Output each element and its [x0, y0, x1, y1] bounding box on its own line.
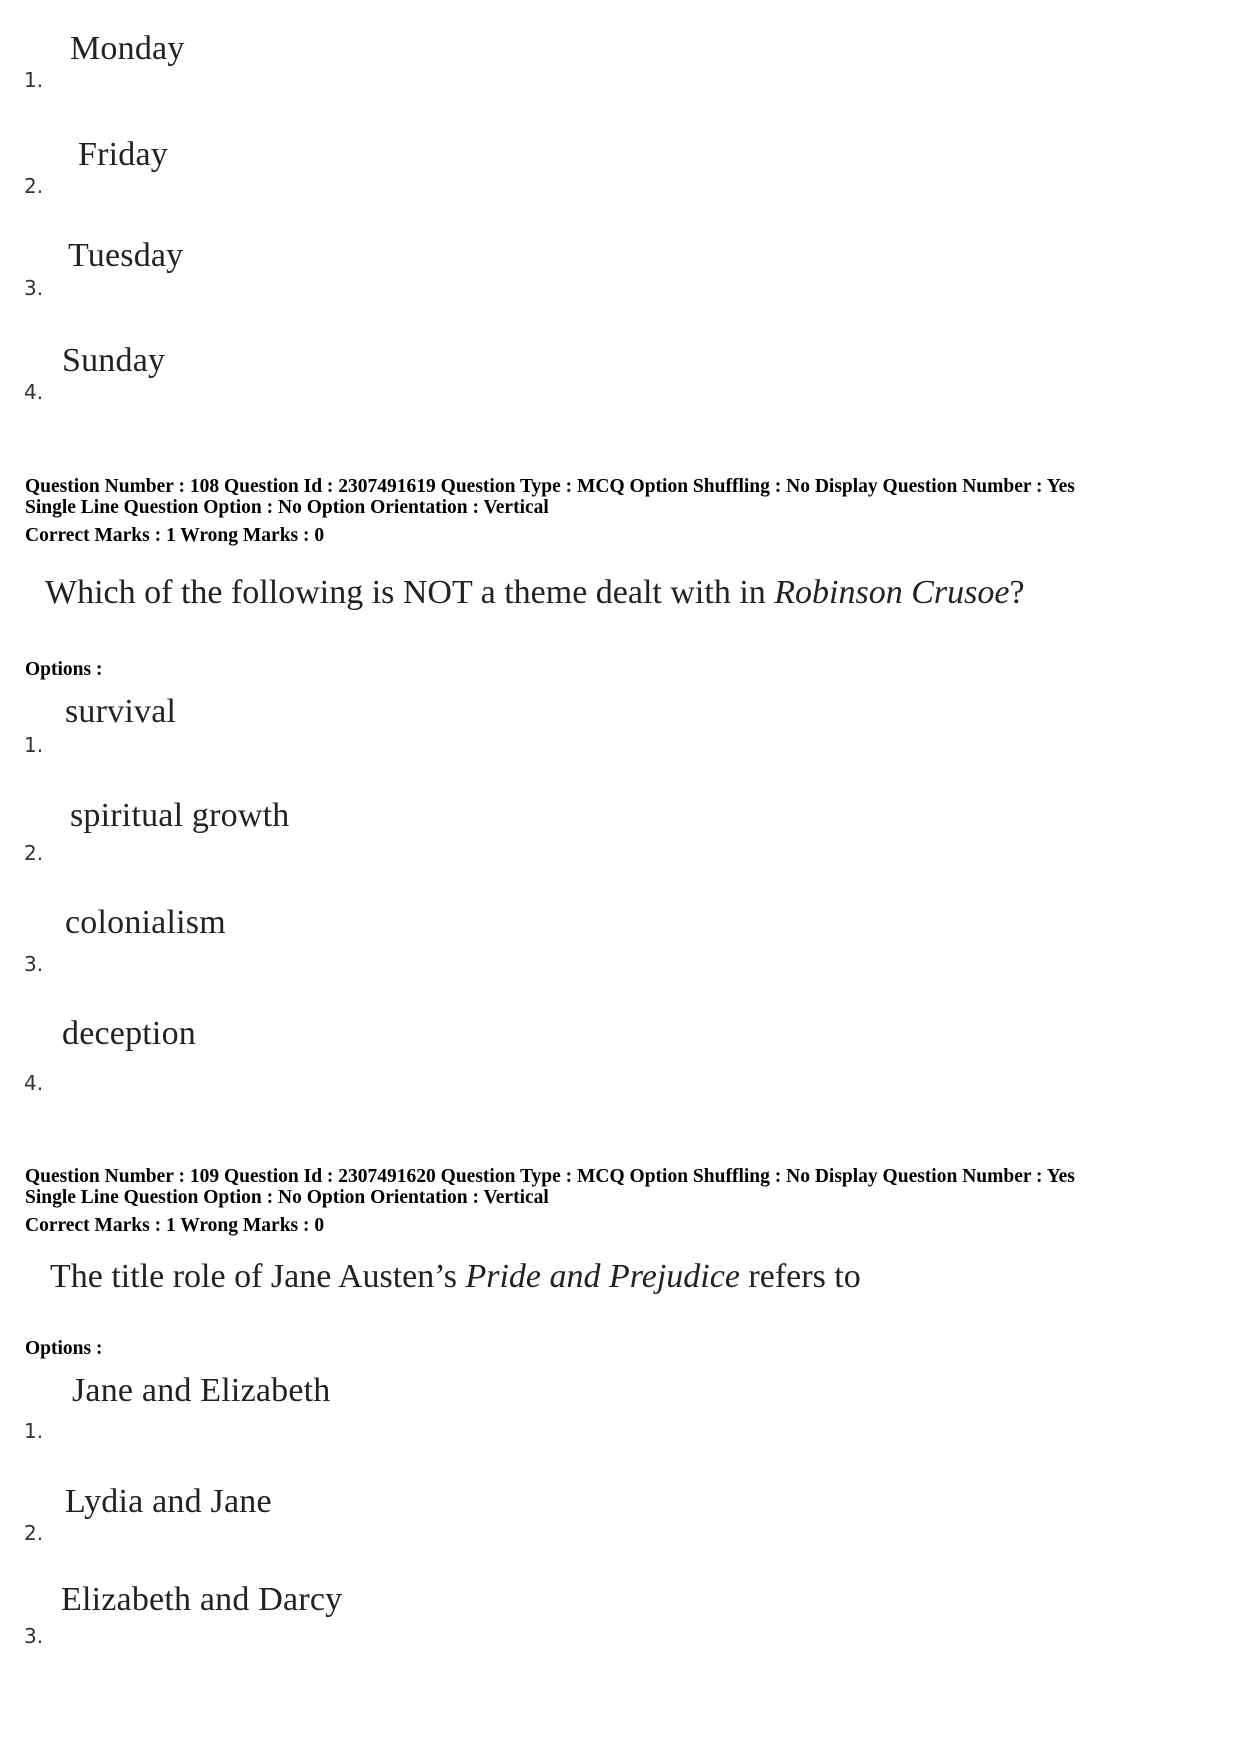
question-text-suffix: refers to	[739, 1258, 861, 1295]
question-meta-line1: Question Number : 108 Question Id : 2307491619 Question Type : MCQ Option Shuffling : No Display Question Number : Yes	[25, 476, 1075, 497]
option-text: Monday	[70, 30, 185, 67]
option-text: spiritual growth	[70, 797, 290, 834]
option-text: deception	[62, 1015, 196, 1052]
option-text: Tuesday	[68, 237, 184, 274]
option-text: colonialism	[65, 904, 226, 941]
question-text-title: Pride and Prejudice	[465, 1258, 740, 1295]
question-text-title: Robinson Crusoe	[774, 574, 1010, 611]
option-number: 1.	[24, 733, 44, 757]
question-meta-line2: Single Line Question Option : No Option Orientation : Vertical	[25, 1187, 549, 1208]
question-marks: Correct Marks : 1 Wrong Marks : 0	[25, 1215, 325, 1236]
option-text: Elizabeth and Darcy	[61, 1581, 343, 1618]
question-text-suffix: ?	[1009, 574, 1025, 611]
question-marks: Correct Marks : 1 Wrong Marks : 0	[25, 525, 325, 546]
option-number: 1.	[24, 68, 44, 92]
question-text	[50, 1258, 861, 1296]
options-label: Options :	[25, 659, 103, 680]
option-number: 3.	[24, 1624, 44, 1648]
option-text: Jane and Elizabeth	[72, 1372, 331, 1409]
question-meta-line1: Question Number : 109 Question Id : 2307491620 Question Type : MCQ Option Shuffling : No Display Question Number : Yes	[25, 1166, 1075, 1187]
option-text: Sunday	[62, 342, 166, 379]
option-number: 2.	[24, 174, 44, 198]
question-text-prefix: The title role of Jane Austen’s	[50, 1258, 466, 1295]
question-meta-line2: Single Line Question Option : No Option Orientation : Vertical	[25, 497, 549, 518]
question-text	[45, 574, 1025, 612]
option-number: 1.	[24, 1419, 44, 1443]
option-number: 4.	[24, 380, 44, 404]
option-number: 4.	[24, 1071, 44, 1095]
option-text: Lydia and Jane	[65, 1483, 272, 1520]
option-text: survival	[65, 693, 177, 730]
option-number: 3.	[24, 276, 44, 300]
option-number: 2.	[24, 841, 44, 865]
option-number: 2.	[24, 1521, 44, 1545]
options-label: Options :	[25, 1338, 103, 1359]
option-number: 3.	[24, 952, 44, 976]
question-text-prefix: Which of the following is NOT a theme dealt with in	[45, 574, 775, 611]
option-text: Friday	[78, 136, 168, 173]
